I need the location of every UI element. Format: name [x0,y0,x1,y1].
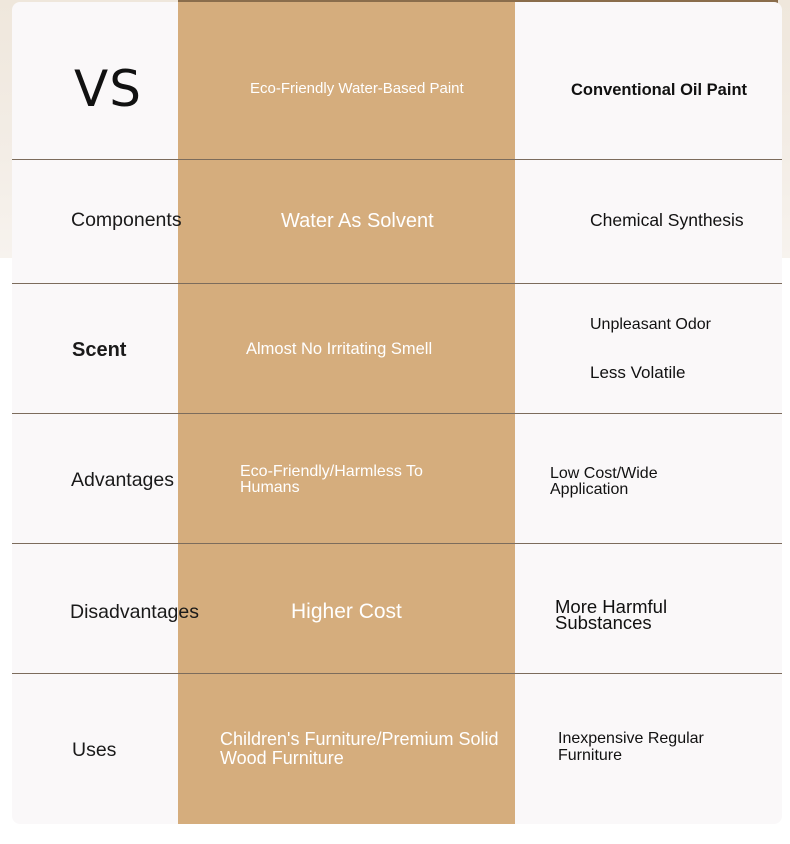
comparison-table [12,2,782,824]
row-divider [12,159,782,160]
row-label-uses: Uses [72,739,117,761]
oil-uses-value: Inexpensive Regular Furniture [558,730,704,764]
row-divider [12,283,782,284]
row-label-components: Components [71,209,182,231]
eco-scent-value: Almost No Irritating Smell [246,340,433,358]
oil-scent-value-1: Unpleasant Odor [590,316,711,333]
oil-components-value: Chemical Synthesis [590,210,744,230]
row-label-advantages: Advantages [71,469,174,491]
oil-paint-header: Conventional Oil Paint [571,81,748,99]
vs-label: VS [74,60,142,118]
eco-components-value: Water As Solvent [281,210,434,232]
oil-advantages-value: Low Cost/Wide Application [550,465,658,498]
eco-disadvantages-value: Higher Cost [291,600,402,623]
row-divider [12,673,782,674]
eco-paint-header: Eco-Friendly Water-Based Paint [250,80,464,97]
eco-uses-value: Children's Furniture/Premium Solid Wood Furniture [220,729,499,768]
row-label-scent: Scent [72,339,127,361]
eco-advantages-value: Eco-Friendly/Harmless To Humans [240,463,423,496]
row-divider [12,413,782,414]
oil-scent-value-2: Less Volatile [590,363,686,382]
row-label-disadvantages: Disadvantages [70,601,199,623]
row-divider [12,543,782,544]
oil-disadvantages-value: More Harmful Substances [555,596,668,633]
